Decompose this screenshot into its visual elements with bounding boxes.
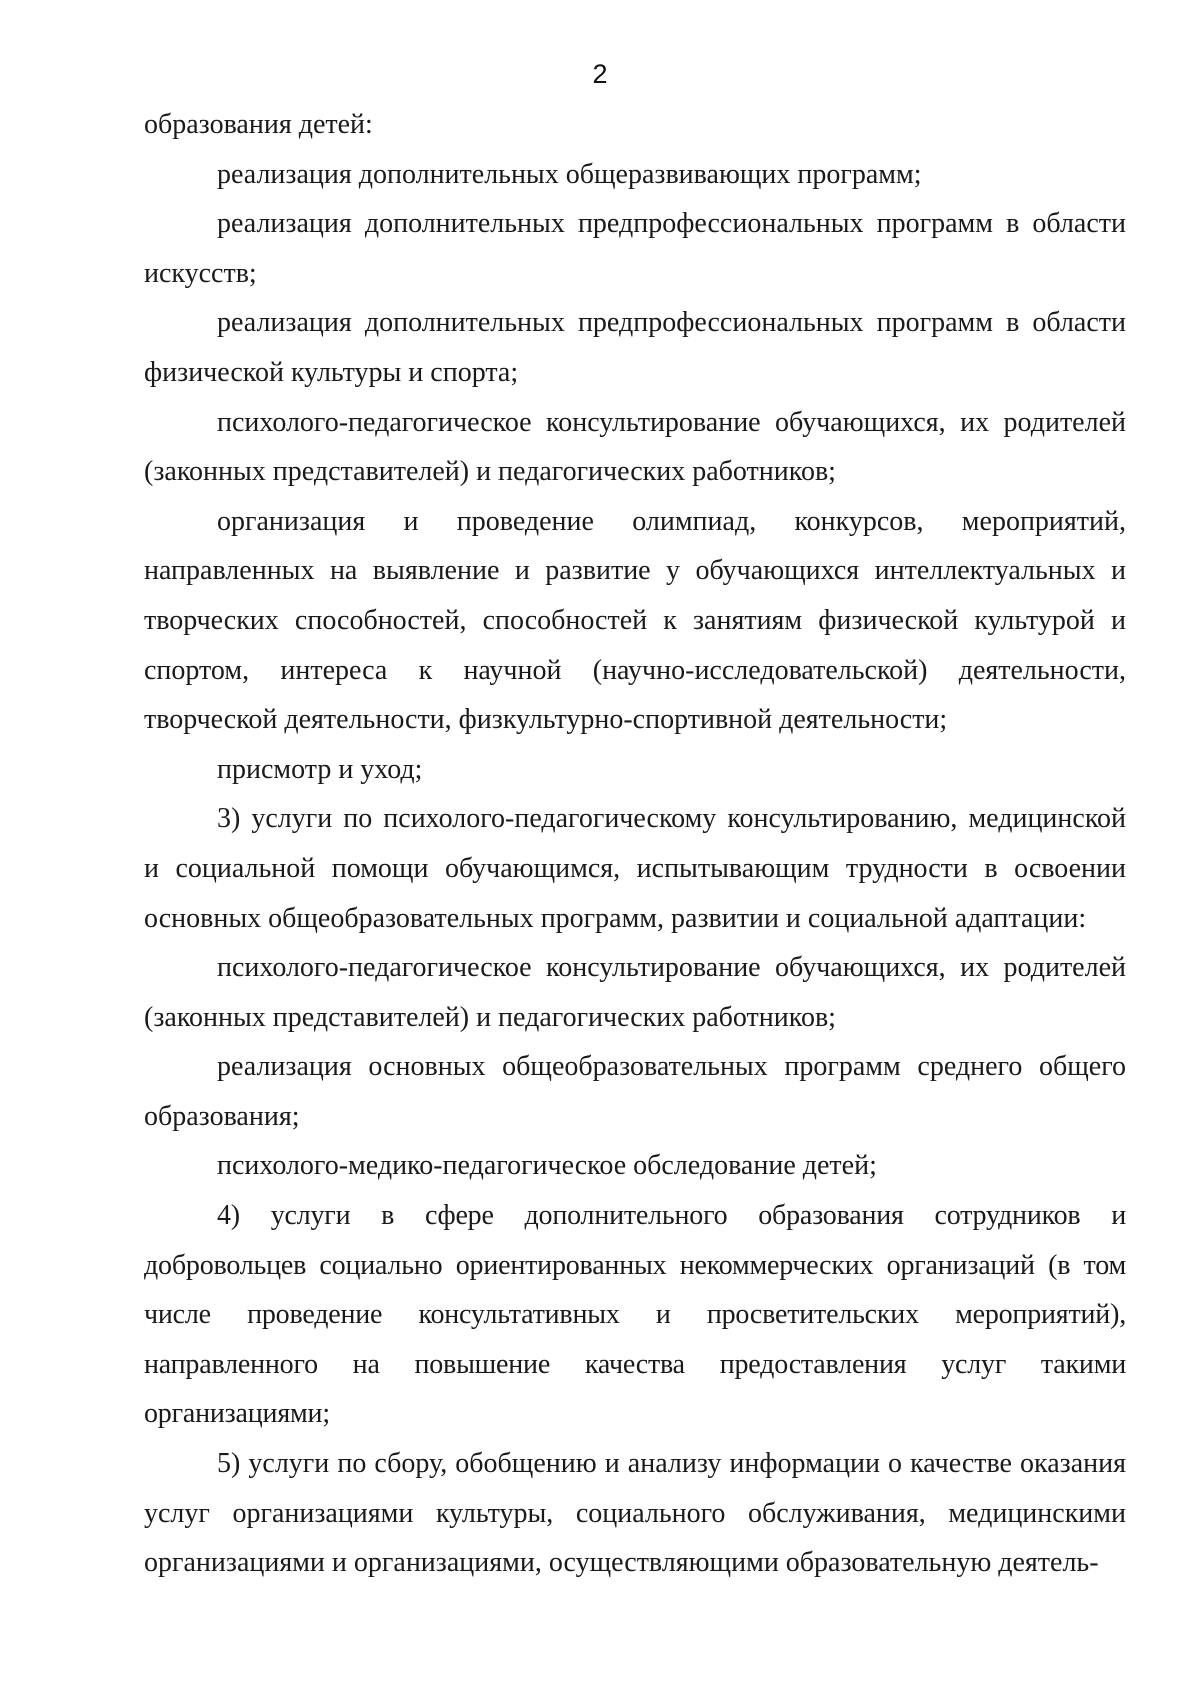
paragraph-psych-medical-exam: психолого-медико-педагогическое обследование детей; xyxy=(217,1150,877,1182)
paragraph-psych-consulting-2: психолого-педагогическое консультирование обучающихся, их родителей (законных представителей) и педагогических работников; xyxy=(144,952,1126,1033)
page-number: 2 xyxy=(592,59,608,89)
paragraph-continuation: образования детей: xyxy=(144,109,373,140)
paragraph-item-3: 3) услуги по психолого-педагогическому консультированию, медицинской и социальной помощи обучающимся, испытывающим трудности в освоении основных общеобразовательных программ, развитии и социальной адаптации: xyxy=(144,803,1126,934)
paragraph-general-programs: реализация дополнительных общеразвивающих программ; xyxy=(217,158,922,190)
paragraph-item-4: 4) услуги в сфере дополнительного образования сотрудников и добровольцев социально ориентированных некоммерческих организаций (в том числе проведение консультативных и просветительских мероприятий), направленного на повышение качества предоставления услуг такими организациями; xyxy=(144,1200,1126,1430)
paragraph-psych-consulting: психолого-педагогическое консультирование обучающихся, их родителей (законных представителей) и педагогических работников; xyxy=(144,406,1126,488)
paragraph-secondary-education: реализация основных общеобразовательных программ среднего общего образования; xyxy=(144,1051,1126,1132)
paragraph-arts-programs: реализация дополнительных предпрофессиональных программ в области искусств; xyxy=(144,208,1126,289)
paragraph-supervision: присмотр и уход; xyxy=(217,753,423,785)
paragraph-item-5: 5) услуги по сбору, обобщению и анализу информации о качестве оказания услуг организациями культуры, социального обслуживания, медицинскими организациями и организациями, осуществляющими образовательную деятель- xyxy=(144,1448,1126,1579)
paragraph-sports-programs: реализация дополнительных предпрофессиональных программ в области физической культуры и спорта; xyxy=(144,307,1126,388)
paragraph-olympiads: организация и проведение олимпиад, конкурсов, мероприятий, направленных на выявление и развитие у обучающихся интеллектуальных и творческих способностей, способностей к занятиям физической культурой и спортом, интереса к научной (научно-исследовательской) деятельности, творческой деятельности, физкультурно-спортивной деятельности; xyxy=(144,505,1126,736)
document-body xyxy=(144,100,1126,1588)
